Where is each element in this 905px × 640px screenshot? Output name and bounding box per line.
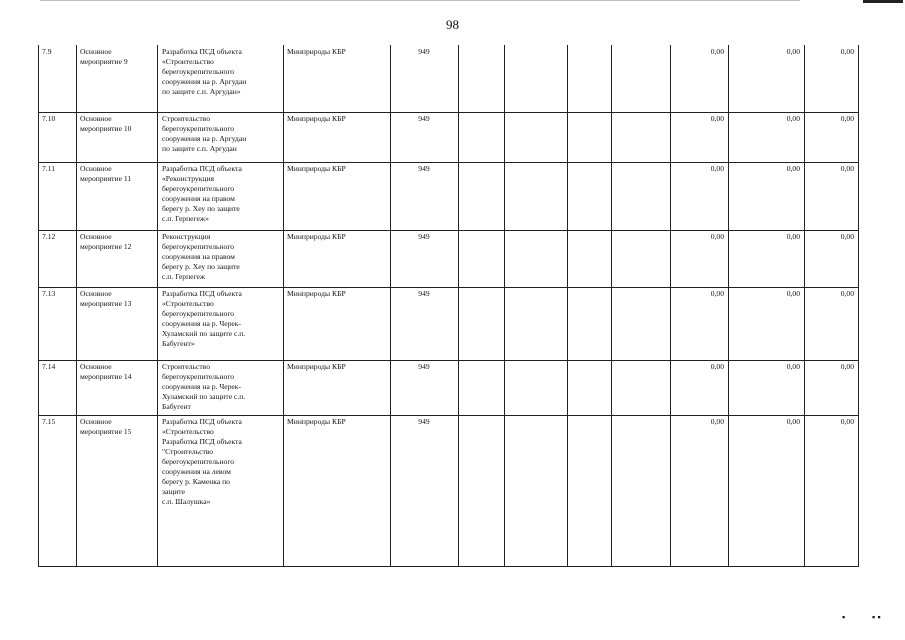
executor: Минприроды КБР	[287, 362, 346, 371]
grbs-code: 949	[418, 232, 430, 241]
amount-value: 0,00	[710, 47, 724, 56]
amount-value: 0,00	[710, 114, 724, 123]
measure-type: Основное мероприятие 13	[80, 289, 132, 308]
amount-value: 0,00	[710, 232, 724, 241]
table-column-rule	[504, 45, 505, 567]
grbs-code: 949	[418, 362, 430, 371]
table-column-rule	[858, 45, 859, 567]
table-column-rule	[38, 45, 39, 567]
executor: Минприроды КБР	[287, 232, 346, 241]
row-number: 7.15	[42, 417, 56, 426]
measure-type: Основное мероприятие 15	[80, 417, 132, 436]
table-column-rule	[728, 45, 729, 567]
table-column-rule	[804, 45, 805, 567]
measure-type: Основное мероприятие 9	[80, 47, 128, 66]
amount-value: 0,00	[786, 232, 800, 241]
amount-value: 0,00	[710, 417, 724, 426]
row-number: 7.9	[42, 47, 52, 56]
table-column-rule	[157, 45, 158, 567]
amount-value: 0,00	[840, 232, 854, 241]
measure-description: Реконструкция берегоукрепительного сооружения на правом берегу р. Хеу по защите с.п. Герпегеж	[162, 232, 240, 281]
table-row-rule	[38, 287, 859, 288]
table-row-rule	[38, 415, 859, 416]
table-column-rule	[390, 45, 391, 567]
measure-type: Основное мероприятие 14	[80, 362, 132, 381]
measure-type: Основное мероприятие 12	[80, 232, 132, 251]
amount-value: 0,00	[710, 289, 724, 298]
table-row-rule	[38, 112, 859, 113]
table-row-rule	[38, 162, 859, 163]
measure-description: Строительство берегоукрепительного сооружения на р. Аргудан по защите с.п. Аргудан	[162, 114, 247, 153]
row-number: 7.14	[42, 362, 56, 371]
page-number: 98	[446, 17, 459, 32]
amount-value: 0,00	[840, 417, 854, 426]
table-row-rule	[38, 230, 859, 231]
row-number: 7.10	[42, 114, 56, 123]
table-column-rule	[283, 45, 284, 567]
executor: Минприроды КБР	[287, 164, 346, 173]
amount-value: 0,00	[840, 164, 854, 173]
row-number: 7.12	[42, 232, 56, 241]
grbs-code: 949	[418, 417, 430, 426]
executor: Минприроды КБР	[287, 47, 346, 56]
footer-mark-right: ▪ ▪	[872, 612, 881, 622]
measure-type: Основное мероприятие 11	[80, 164, 132, 183]
grbs-code: 949	[418, 164, 430, 173]
amount-value: 0,00	[786, 417, 800, 426]
measure-description: Разработка ПСД объекта «Строительство берегоукрепительного сооружения на р. Черек- Хуламский по защите с.п. Бабугент»	[162, 289, 246, 348]
amount-value: 0,00	[786, 289, 800, 298]
table-row-rule	[38, 566, 859, 567]
row-number: 7.11	[42, 164, 56, 173]
measure-type: Основное мероприятие 10	[80, 114, 132, 133]
grbs-code: 949	[418, 289, 430, 298]
amount-value: 0,00	[786, 114, 800, 123]
amount-value: 0,00	[786, 362, 800, 371]
table-column-rule	[76, 45, 77, 567]
amount-value: 0,00	[710, 164, 724, 173]
amount-value: 0,00	[710, 362, 724, 371]
table-column-rule	[670, 45, 671, 567]
footer-mark-left: ▪	[842, 612, 846, 622]
top-rule	[40, 0, 800, 1]
amount-value: 0,00	[840, 47, 854, 56]
table-row-rule	[38, 360, 859, 361]
corner-mark	[863, 0, 903, 3]
measure-description: Разработка ПСД объекта «Строительство берегоукрепительного сооружения на р. Аргудан по защите с.п. Аргудан»	[162, 47, 247, 96]
executor: Минприроды КБР	[287, 417, 346, 426]
table-column-rule	[458, 45, 459, 567]
measure-description: Строительство берегоукрепительного сооружения на р. Черек- Хуламский по защите с.п. Бабугент	[162, 362, 246, 411]
amount-value: 0,00	[840, 289, 854, 298]
amount-value: 0,00	[786, 164, 800, 173]
row-number: 7.13	[42, 289, 56, 298]
amount-value: 0,00	[786, 47, 800, 56]
table-column-rule	[611, 45, 612, 567]
amount-value: 0,00	[840, 114, 854, 123]
amount-value: 0,00	[840, 362, 854, 371]
executor: Минприроды КБР	[287, 289, 346, 298]
table-column-rule	[567, 45, 568, 567]
executor: Минприроды КБР	[287, 114, 346, 123]
measure-description: Разработка ПСД объекта «Реконструкция берегоукрепительного сооружения на правом берегу р. Хеу по защите с.п. Герпегеж»	[162, 164, 242, 223]
measure-description: Разработка ПСД объекта «Строительство Разработка ПСД объекта "Строительство берегоукрепительного сооружения на левом берегу р. Каменка по защите с.п. Шалушка»	[162, 417, 242, 506]
grbs-code: 949	[418, 114, 430, 123]
grbs-code: 949	[418, 47, 430, 56]
